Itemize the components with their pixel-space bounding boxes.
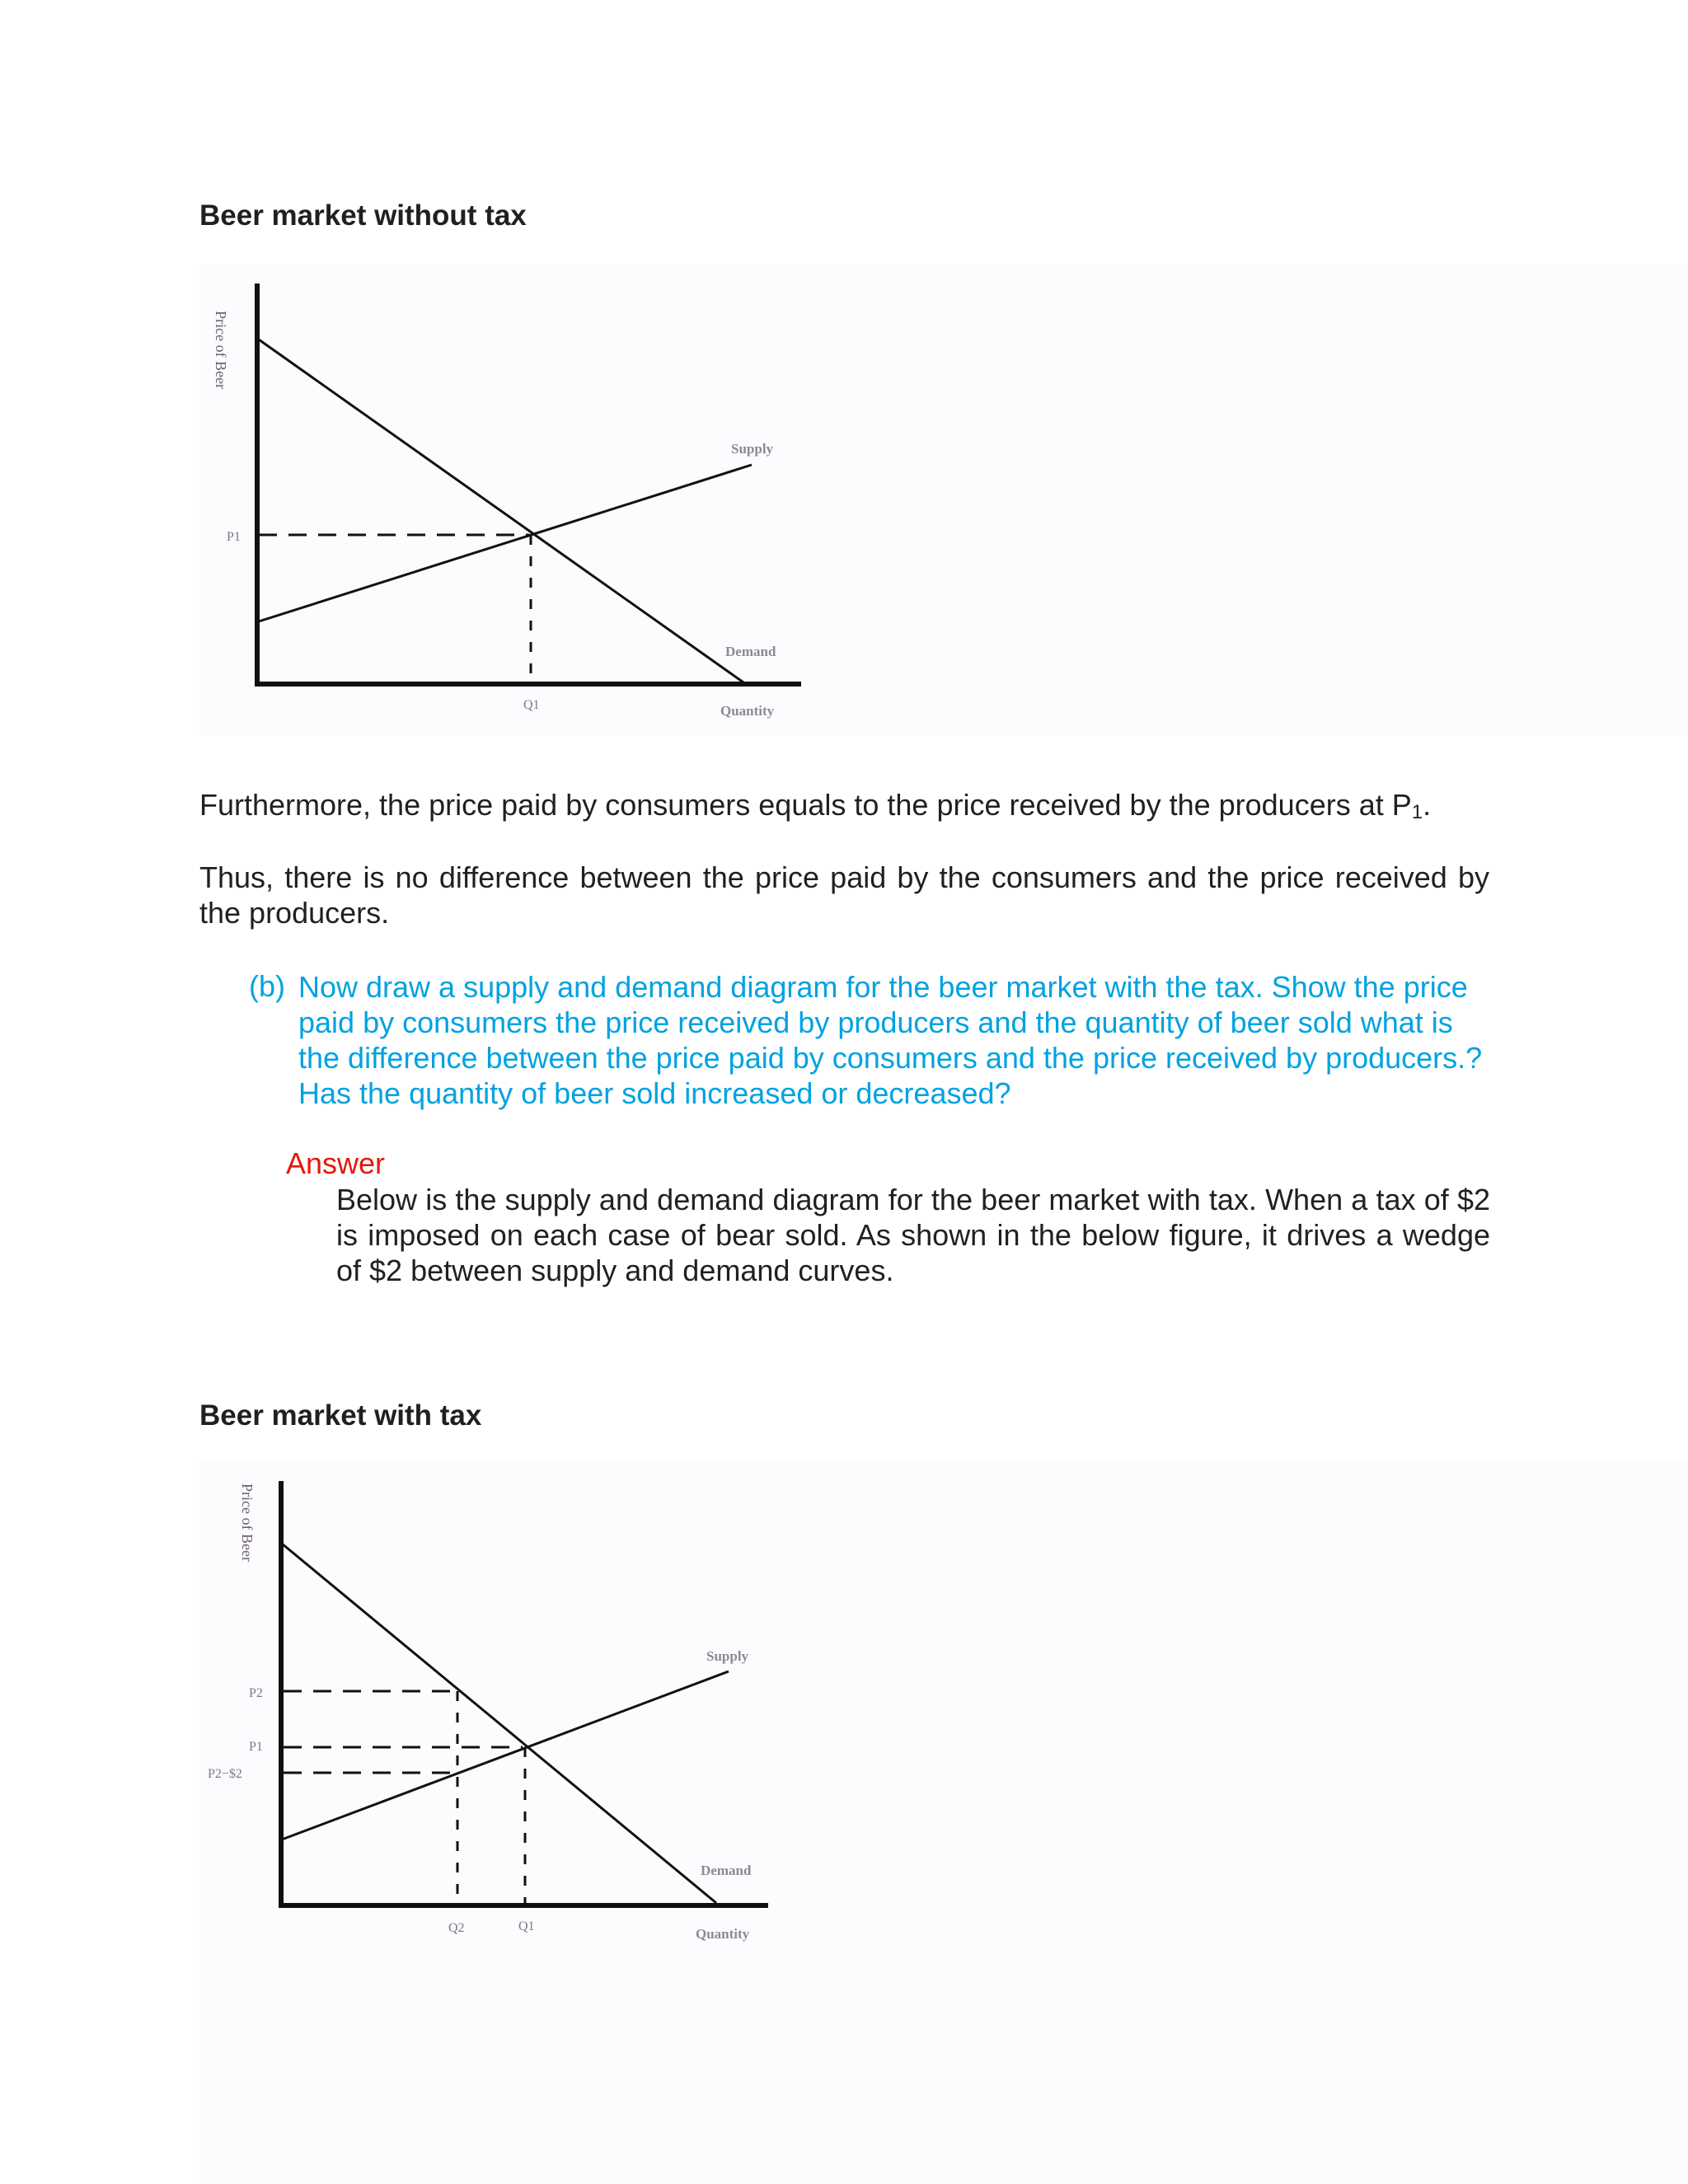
demand-label: Demand <box>725 644 776 659</box>
x-axis-label: Quantity <box>720 703 775 719</box>
quantity-label-q2: Q2 <box>448 1921 465 1935</box>
x-axis-label: Quantity <box>696 1926 750 1942</box>
section-heading-without-tax: Beer market without tax <box>199 199 527 232</box>
section-heading-with-tax: Beer market with tax <box>199 1399 482 1432</box>
supply-label: Supply <box>731 441 774 457</box>
supply-curve <box>282 1671 729 1840</box>
quantity-label-q1: Q1 <box>523 698 540 712</box>
supply-curve <box>259 465 752 621</box>
price-label-p2-minus-2: P2−$2 <box>208 1767 242 1781</box>
question-label: (b) <box>249 969 285 1003</box>
demand-curve <box>259 340 743 682</box>
price-label-p2: P2 <box>249 1686 263 1700</box>
y-axis-label: Price of Beer <box>239 1483 256 1562</box>
answer-text: Below is the supply and demand diagram for the beer market with tax. When a tax of $2 is imposed on each case of bear sold. As shown in the below figure, it drives a wedge of $2 between supply and demand curves. <box>336 1183 1490 1287</box>
answer-label: Answer <box>286 1146 386 1180</box>
demand-label: Demand <box>701 1863 752 1878</box>
supply-label: Supply <box>706 1648 749 1664</box>
price-label-p1: P1 <box>249 1740 263 1754</box>
supply-demand-graph-with-tax <box>199 1459 826 1961</box>
question-text: Now draw a supply and demand diagram for the beer market with the tax. Show the price paid by consumers the price received by producers and the quantity of beer sold what is the difference between the price paid by consumers and the price received by producers.? Has the quantity of beer sold increased or decreased? <box>298 970 1483 1110</box>
y-axis-label: Price of Beer <box>213 311 229 389</box>
paragraph-equal-prices: Furthermore, the price paid by consumers equals to the price received by the producers at $P_1$. <box>199 788 1432 823</box>
quantity-label-q1: Q1 <box>518 1919 535 1933</box>
supply-demand-graph-without-tax <box>199 265 859 735</box>
demand-curve <box>282 1544 716 1903</box>
paragraph-no-difference: Thus, there is no difference between the price paid by the consumers and the price received by the producers. <box>199 860 1489 930</box>
price-label-p1: P1 <box>227 530 241 544</box>
